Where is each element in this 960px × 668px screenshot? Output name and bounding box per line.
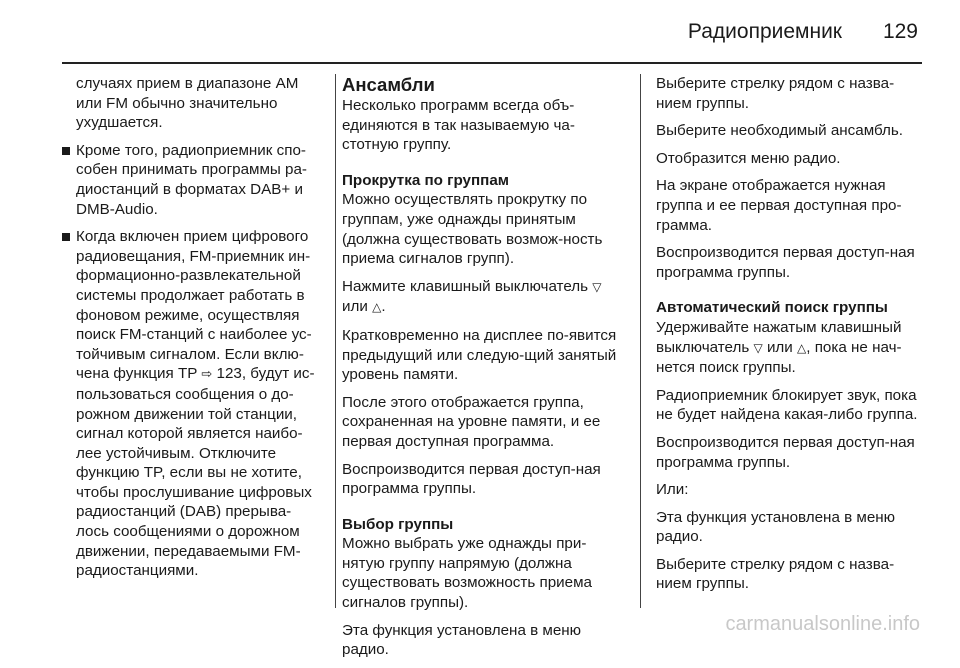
paragraph: Воспроизводится первая доступ-ная программа группы. — [342, 460, 601, 498]
paragraph: Можно выбрать уже однажды при-нятую группу напрямую (должна существовать возможность приема сигналов группы). — [342, 535, 592, 612]
page-ref-number[interactable]: 123 — [216, 365, 242, 383]
subheading-group-scroll: Прокрутка по группам — [342, 171, 510, 189]
bullet-text-part2: , будут ис-пользоваться сообщения о до-рожном движении той станции, сигнал которой является наибо-лее устойчивым. Отключите функцию TP, если вы не хотите, чтобы прослушивание цифровых радиостанций (DAB) прерыва-лось сообщениями о дорожном движении, передаваемыми FM-радиостанциями. — [76, 365, 315, 580]
or-text: или — [342, 298, 368, 316]
down-key-icon: ▽ — [592, 279, 602, 294]
section-heading-ensembles: Ансамбли — [342, 74, 435, 95]
paragraph: Эта функция установлена в меню радио. — [342, 621, 582, 659]
paragraph: Выберите необходимый ансамбль. — [656, 122, 903, 140]
page-header — [0, 14, 960, 54]
bullet-item-dab — [62, 141, 324, 219]
bullet-text-part1: Когда включен прием цифрового радиовещания, FM-приемник ин-формационно-развлекательной системы продолжает работать в фоновом режиме, осуществляя поиск FM-станций с наиболее ус-тойчивым сигналом. Если вклю-чена функция TP — [76, 228, 312, 383]
or-text: или — [766, 338, 793, 356]
paragraph: На экране отображается нужная группа и ее первая доступная про-грамма. — [656, 177, 902, 234]
paragraph: Эта функция установлена в меню радио. — [656, 508, 896, 546]
page-ref-arrow-icon: ⇨ — [201, 367, 213, 383]
instruction-text: Нажмите клавишный выключатель — [342, 277, 589, 295]
paragraph: Отобразится меню радио. — [656, 149, 841, 167]
intro-paragraph: Несколько программ всегда объ-единяются в так называемую ча-стотную группу. — [342, 97, 575, 154]
down-key-icon: ▽ — [753, 340, 763, 355]
bullet-square-icon — [62, 147, 70, 155]
up-key-icon: △ — [372, 300, 382, 315]
paragraph: Радиоприемник блокирует звук, пока не будет найдена какая-либо группа. — [656, 386, 918, 424]
paragraph: После этого отображается группа, сохраненная на уровне памяти, и ее первая доступная программа. — [342, 393, 601, 450]
bullet-item-tp — [62, 227, 324, 581]
bullet-square-icon — [62, 233, 70, 241]
column-divider-1 — [335, 74, 336, 608]
page-number: 129 — [882, 20, 918, 43]
header-divider — [62, 62, 922, 64]
subheading-auto-search: Автоматический поиск группы — [656, 299, 888, 317]
paragraph-key-instruction — [656, 318, 926, 378]
paragraph: Или: — [656, 481, 689, 499]
column-divider-2 — [640, 74, 641, 608]
instruction-text-end: , пока не нач-нется поиск группы. — [656, 338, 902, 377]
paragraph-key-instruction: Нажмите клавишный выключатель ▽ или △. — [342, 277, 602, 316]
column-1 — [62, 74, 324, 589]
paragraph: Выберите стрелку рядом с назва-нием группы. — [656, 75, 895, 112]
bullet-text: Кроме того, радиоприемник спо-собен принимать программы ра-диостанций в форматах DAB+ и DMB-Audio. — [76, 141, 307, 218]
watermark: carmanualsonline.info — [725, 613, 920, 635]
column-2 — [342, 74, 624, 668]
page-title: Радиоприемник — [687, 20, 842, 43]
paragraph: Воспроизводится первая доступ-ная программа группы. — [656, 433, 915, 471]
paragraph: Кратковременно на дисплее по-явится предыдущий или следую-щий занятый уровень памяти. — [342, 326, 617, 384]
paragraph: Выберите стрелку рядом с назва-нием группы. — [656, 555, 895, 593]
paragraph-continued: случаях прием в диапазоне AM или FM обычно значительно ухудшается. — [76, 75, 299, 132]
paragraph: Воспроизводится первая доступ-ная программа группы. — [656, 244, 915, 281]
paragraph: Можно осуществлять прокрутку по группам, уже однажды принятым (должна существовать возмож-ность приема сигналов групп). — [342, 191, 603, 268]
column-3 — [656, 74, 926, 602]
instruction-text: Удерживайте нажатым клавишный выключатель — [656, 318, 902, 356]
subheading-group-select: Выбор группы — [342, 515, 454, 533]
up-key-icon: △ — [797, 340, 807, 355]
